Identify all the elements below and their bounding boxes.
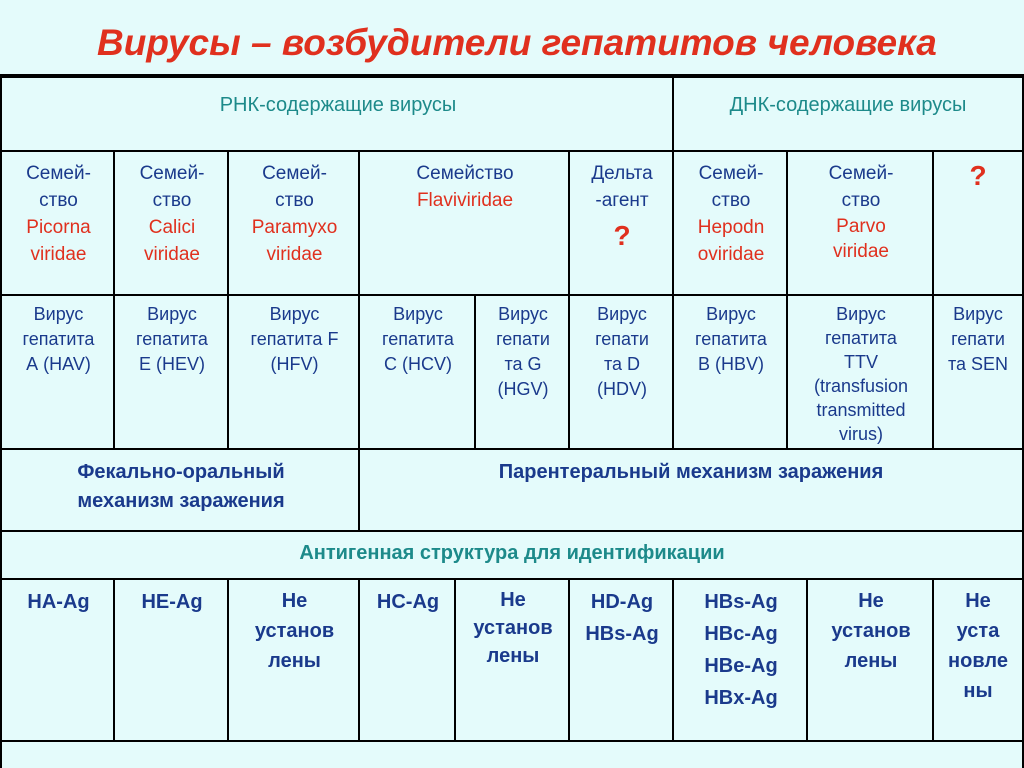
virus-line: та SEN bbox=[947, 354, 1009, 374]
family-unknown bbox=[932, 150, 1024, 296]
family-delta bbox=[568, 150, 674, 296]
virus-line: Вирус bbox=[269, 304, 320, 324]
virus-line: Вирус bbox=[706, 304, 756, 324]
antigen-line: ны bbox=[963, 680, 993, 702]
virus-line: гепатита bbox=[695, 329, 767, 349]
family-prefix: Семей- bbox=[828, 163, 894, 184]
family-prefix: ство bbox=[275, 190, 314, 211]
antigen-line: HBc-Ag bbox=[704, 623, 778, 645]
antigen-header-label: Антигенная структура для идентификации bbox=[299, 542, 725, 564]
family-name: Parvo bbox=[836, 216, 886, 237]
dna-group-header bbox=[672, 76, 1024, 152]
virus-line: гепатита bbox=[825, 328, 897, 348]
family-prefix: Семей- bbox=[139, 163, 205, 184]
virus-line: В (HBV) bbox=[697, 354, 764, 374]
virus-line: гепати bbox=[951, 329, 1005, 349]
antigen-hbv bbox=[672, 578, 808, 742]
family-name: Paramyxo bbox=[251, 217, 338, 238]
antigen-ttv bbox=[806, 578, 934, 742]
virus-line: Е (HEV) bbox=[138, 354, 205, 374]
virus-line: (HDV) bbox=[597, 379, 647, 399]
antigen-line: HBs-Ag bbox=[585, 623, 659, 645]
antigen-line: HA-Ag bbox=[27, 591, 90, 613]
virus-line: Вирус bbox=[953, 304, 1003, 324]
family-calici bbox=[113, 150, 229, 296]
family-name: Calici bbox=[148, 217, 196, 238]
antigen-line: HC-Ag bbox=[376, 591, 440, 613]
bottom-empty-row bbox=[0, 740, 1024, 768]
family-name: Picorna bbox=[26, 217, 91, 238]
family-prefix: ство bbox=[152, 190, 192, 211]
virus-hfv bbox=[227, 294, 360, 450]
title-bar bbox=[0, 0, 1024, 76]
virus-line: Вирус bbox=[147, 304, 197, 324]
virus-hcv bbox=[358, 294, 476, 450]
family-name: viridae bbox=[833, 241, 889, 262]
virus-line: гепатита bbox=[22, 329, 95, 349]
virus-hdv bbox=[568, 294, 674, 450]
antigen-sen bbox=[932, 578, 1024, 742]
virus-line: (HGV) bbox=[497, 379, 549, 399]
antigen-line: лены bbox=[486, 645, 540, 667]
virus-hgv bbox=[474, 294, 570, 450]
family-prefix: Семей- bbox=[262, 163, 327, 184]
virus-line: гепати bbox=[595, 329, 649, 349]
antigen-line: Не bbox=[281, 590, 308, 612]
question-mark: ? bbox=[969, 160, 987, 191]
virus-line: гепатита bbox=[136, 329, 208, 349]
transmission-line: механизм заражения bbox=[77, 490, 285, 512]
virus-hbv bbox=[672, 294, 788, 450]
virus-hav bbox=[0, 294, 115, 450]
family-parvo bbox=[786, 150, 934, 296]
family-picorna bbox=[0, 150, 115, 296]
family-prefix: Семейство bbox=[416, 163, 514, 184]
family-flavi bbox=[358, 150, 570, 296]
virus-line: (HFV) bbox=[270, 354, 319, 374]
antigen-line: лены bbox=[844, 650, 898, 672]
antigen-line: HE-Ag bbox=[141, 591, 203, 613]
virus-line: С (HCV) bbox=[384, 354, 452, 374]
antigen-line: установ bbox=[831, 620, 911, 642]
rna-group-label: РНК-содержащие вирусы bbox=[219, 94, 457, 116]
virus-line: Вирус bbox=[393, 304, 443, 324]
transmission-parenteral bbox=[358, 448, 1024, 532]
virus-hev bbox=[113, 294, 229, 450]
virus-line: Вирус bbox=[498, 304, 548, 324]
antigen-line: Не bbox=[858, 590, 884, 612]
transmission-fecal-oral bbox=[0, 448, 360, 532]
antigen-hav bbox=[0, 578, 115, 742]
family-name: oviridae bbox=[697, 244, 765, 265]
antigen-line: HBe-Ag bbox=[704, 655, 778, 677]
virus-line: та G bbox=[504, 354, 542, 374]
virus-line: гепати bbox=[496, 329, 550, 349]
family-prefix: Семей- bbox=[698, 163, 764, 184]
antigen-line: уста bbox=[956, 620, 1000, 642]
antigen-hcv bbox=[358, 578, 456, 742]
transmission-line: Парентеральный механизм заражения bbox=[498, 461, 884, 483]
antigen-hdv bbox=[568, 578, 674, 742]
family-name: viridae bbox=[266, 244, 323, 265]
virus-line: Вирус bbox=[597, 304, 647, 324]
family-hepadna bbox=[672, 150, 788, 296]
antigen-hev bbox=[113, 578, 229, 742]
virus-sen bbox=[932, 294, 1024, 450]
family-prefix: ство bbox=[39, 190, 78, 211]
family-prefix: -агент bbox=[595, 190, 649, 211]
virus-line: virus) bbox=[839, 424, 883, 444]
transmission-line: Фекально-оральный bbox=[77, 461, 285, 483]
antigen-line: HD-Ag bbox=[590, 591, 654, 613]
family-prefix: Дельта bbox=[591, 163, 653, 184]
dna-group-label: ДНК-содержащие вирусы bbox=[729, 94, 967, 116]
page-title: Вирусы – возбудители гепатитов человека bbox=[97, 22, 937, 63]
virus-line: А (HAV) bbox=[26, 354, 91, 374]
antigen-line: новле bbox=[948, 650, 1008, 672]
virus-line: та D bbox=[603, 354, 641, 374]
virus-line: transmitted bbox=[816, 400, 906, 420]
antigen-line: установ bbox=[254, 620, 335, 642]
virus-line: Вирус bbox=[836, 304, 886, 324]
virus-ttv bbox=[786, 294, 934, 450]
antigen-line: HBx-Ag bbox=[704, 687, 778, 709]
family-prefix: ство bbox=[841, 190, 881, 211]
antigen-line: Не bbox=[500, 589, 526, 611]
virus-line: Вирус bbox=[33, 304, 84, 324]
antigen-line: лены bbox=[268, 650, 321, 672]
antigen-line: установ bbox=[473, 617, 553, 639]
family-name: Hepodn bbox=[697, 217, 765, 238]
rna-group-header bbox=[0, 76, 674, 152]
family-paramyxo bbox=[227, 150, 360, 296]
antigen-line: HBs-Ag bbox=[704, 591, 778, 613]
virus-line: (transfusion bbox=[813, 376, 909, 396]
antigen-header bbox=[0, 530, 1024, 580]
antigen-hgv bbox=[454, 578, 570, 742]
family-name: viridae bbox=[30, 244, 87, 265]
family-prefix: ство bbox=[711, 190, 751, 211]
question-mark: ? bbox=[613, 220, 631, 251]
family-name: Flaviviridae bbox=[416, 190, 514, 211]
family-name: viridae bbox=[144, 244, 200, 265]
virus-line: TTV bbox=[844, 352, 878, 372]
family-prefix: Семей- bbox=[26, 163, 91, 184]
antigen-line: Не bbox=[965, 590, 991, 612]
virus-line: гепатита F bbox=[250, 329, 339, 349]
antigen-hfv bbox=[227, 578, 360, 742]
virus-line: гепатита bbox=[382, 329, 454, 349]
